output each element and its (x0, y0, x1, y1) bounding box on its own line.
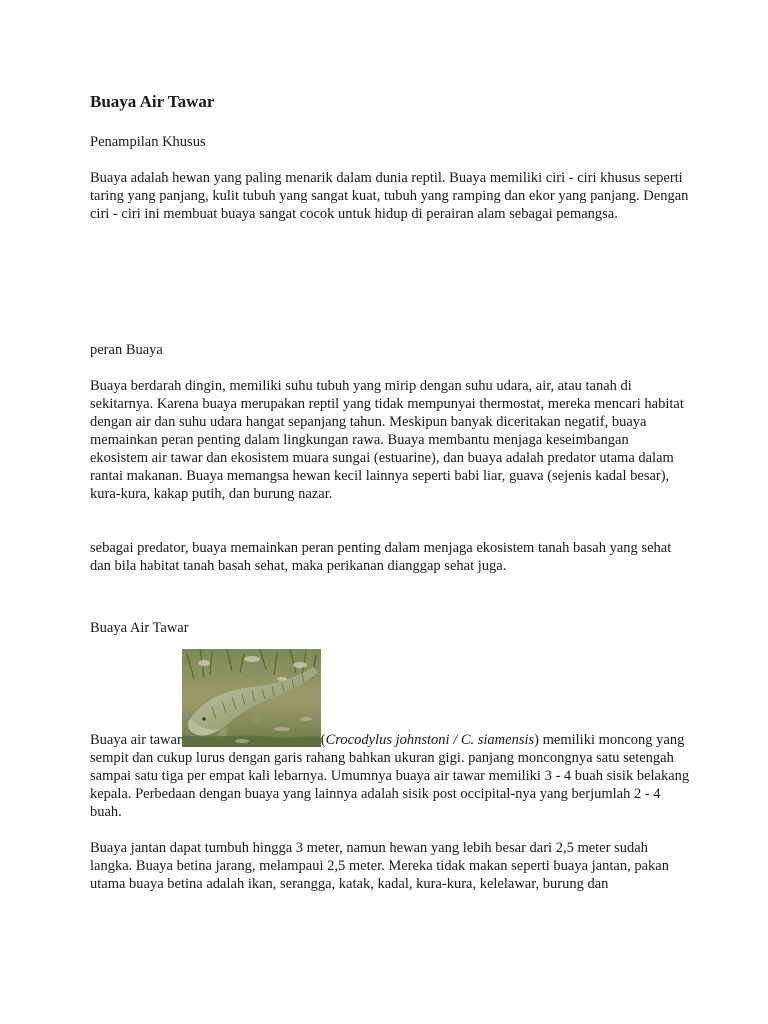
scientific-name: Crocodylus johnstoni / C. siamensis (325, 732, 535, 748)
paragraph-buaya-jantan: Buaya jantan dapat tumbuh hingga 3 meter, namun hewan yang lebih besar dari 2,5 meter sudah langka. Buaya betina jarang, melampaui 2,5 meter. Mereka tidak makan seperti buaya jantan, pakan utama buaya betina adalah ikan, serangga, katak, kadal, kura-kura, kelelawar, burung dan (90, 840, 669, 892)
section-heading-penampilan: Penampilan Khusus (90, 134, 206, 150)
section-heading-buaya-air-tawar: Buaya Air Tawar (90, 620, 189, 636)
paragraph-open-paren: ( (320, 732, 326, 748)
paragraph-buaya-air-tawar (90, 646, 690, 821)
document-page (90, 90, 690, 893)
paragraph-penampilan: Buaya adalah hewan yang paling menarik dalam dunia reptil. Buaya memiliki ciri - ciri khusus seperti taring yang panjang, kulit tubuh yang sangat kuat, tubuh yang ramping dan ekor yang panjang. Dengan ciri - ciri ini membuat buaya sangat cocok untuk hidup di perairan alam sebagai pemangsa. (90, 170, 689, 222)
document-title: Buaya Air Tawar (90, 92, 215, 111)
paragraph-peran: Buaya berdarah dingin, memiliki suhu tubuh yang mirip dengan suhu udara, air, atau tanah di sekitarnya. Karena buaya merupakan reptil yang tidak mempunyai thermostat, mereka mencari habitat dengan air dan suhu udara hangat sepanjang tahun. Meskipun banyak diceritakan negatif, buaya memainkan peran penting dalam lingkungan rawa. Buaya membantu menjaga keseimbangan ekosistem air tawar dan ekosistem muara sungai (estuarine), dan buaya adalah predator utama dalam rantai makanan. Buaya memangsa hewan kecil lainnya seperti babi liar, guava (sejenis kadal besar), kura-kura, kakap putih, dan burung nazar. (90, 378, 684, 502)
crocodile-photo (182, 649, 321, 747)
paragraph-predator: sebagai predator, buaya memainkan peran penting dalam menjaga ekosistem tanah basah yang sehat dan bila habitat tanah basah sehat, maka perikanan dianggap sehat juga. (90, 540, 672, 574)
section-heading-peran: peran Buaya (90, 342, 163, 358)
paragraph-lead-text: Buaya air tawar (90, 732, 182, 748)
paragraph-body-text: ) memiliki moncong yang sempit dan cukup lurus dengan garis rahang bahkan ukuran gigi. panjang moncongnya satu setengah sampai satu tiga per empat kali lebarnya. Umumnya buaya air tawar memiliki 3 - 4 buah sisik belakang kepala. Perbedaan dengan buaya yang lainnya adalah sisik post occipital-nya yang berjumlah 2 - 4 buah. (90, 732, 690, 820)
